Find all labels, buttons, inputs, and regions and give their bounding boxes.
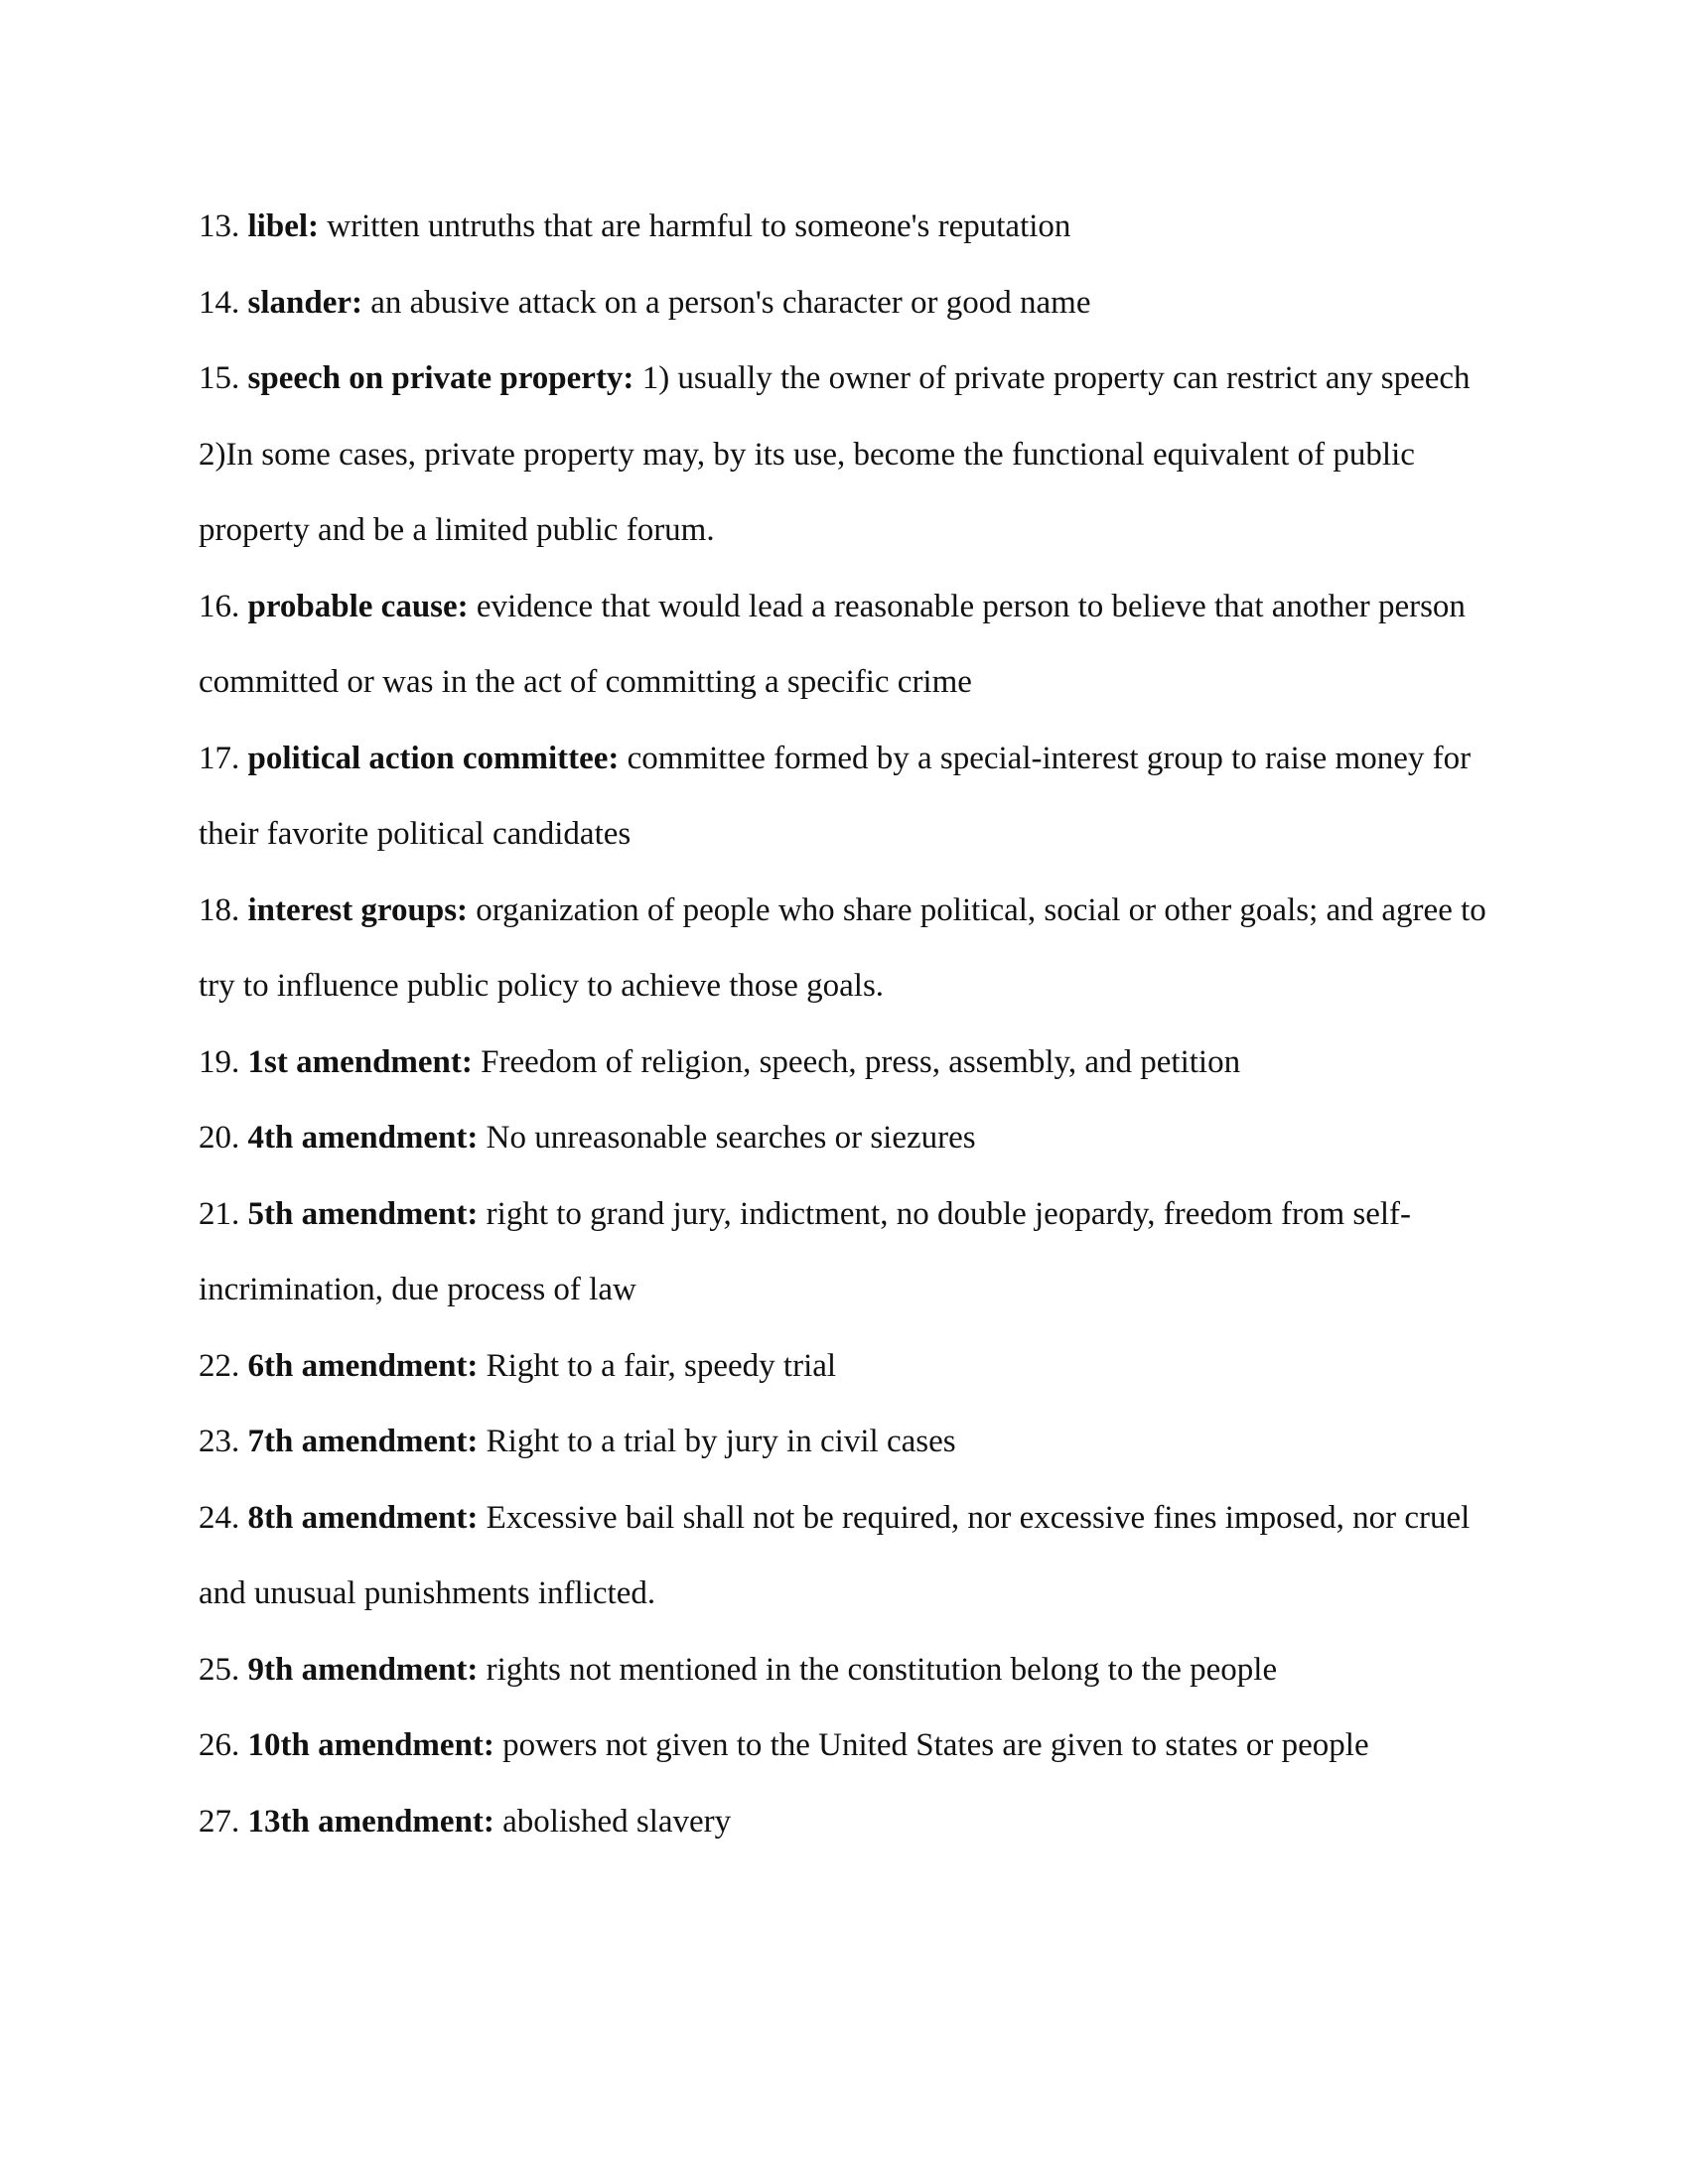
entry-number: 22. (199, 1347, 240, 1384)
entry-term: interest groups: (247, 891, 469, 928)
entry-interest-groups (199, 873, 1489, 1024)
entry-definition: Right to a fair, speedy trial (486, 1347, 837, 1384)
entry-libel (199, 189, 1489, 265)
entry-number: 24. (199, 1499, 240, 1536)
entry-number: 20. (199, 1120, 240, 1156)
entry-speech-on-private-property (199, 341, 1489, 569)
entry-term: 6th amendment: (247, 1347, 479, 1384)
entry-term: 4th amendment: (247, 1120, 479, 1156)
entry-probable-cause (199, 569, 1489, 721)
entry-7th-amendment (199, 1404, 1489, 1480)
entry-8th-amendment (199, 1480, 1489, 1632)
entry-term: political action committee: (247, 740, 620, 776)
entry-term: 8th amendment: (247, 1499, 479, 1536)
entry-definition: Excessive bail shall not be required, nor excessive fines imposed, nor cruel and unusual punishments inflicted. (199, 1499, 1471, 1611)
entry-definition: powers not given to the United States are given to states or people (502, 1727, 1369, 1763)
entry-13th-amendment (199, 1784, 1489, 1860)
entry-number: 25. (199, 1651, 240, 1688)
entry-term: slander: (247, 284, 362, 321)
entry-number: 14. (199, 284, 240, 321)
entry-number: 21. (199, 1195, 240, 1232)
entry-6th-amendment (199, 1328, 1489, 1405)
entry-number: 15. (199, 360, 240, 396)
entry-definition: an abusive attack on a person's character or good name (370, 284, 1091, 321)
entry-definition: rights not mentioned in the constitution belong to the people (486, 1651, 1278, 1688)
entry-term: 13th amendment: (247, 1803, 494, 1840)
entry-term: 10th amendment: (247, 1727, 494, 1763)
entry-definition: written untruths that are harmful to someone's reputation (327, 208, 1071, 244)
entry-definition: abolished slavery (502, 1803, 732, 1840)
entry-number: 19. (199, 1043, 240, 1080)
entry-term: libel: (247, 208, 319, 244)
entry-definition: right to grand jury, indictment, no double jeopardy, freedom from self-incrimination, due process of law (199, 1195, 1412, 1307)
vocabulary-list (199, 189, 1489, 1859)
entry-term: 1st amendment: (247, 1043, 473, 1080)
entry-term: 5th amendment: (247, 1195, 479, 1232)
entry-definition: Freedom of religion, speech, press, assembly, and petition (481, 1043, 1241, 1080)
entry-number: 13. (199, 208, 240, 244)
entry-term: probable cause: (247, 588, 469, 624)
entry-definition: evidence that would lead a reasonable person to believe that another person committed or was in the act of committing a specific crime (199, 588, 1466, 700)
entry-number: 26. (199, 1727, 240, 1763)
entry-1st-amendment (199, 1024, 1489, 1101)
entry-number: 23. (199, 1424, 240, 1459)
entry-number: 17. (199, 740, 240, 776)
entry-political-action-committee (199, 721, 1489, 873)
entry-10th-amendment (199, 1707, 1489, 1784)
entry-definition: 1) usually the owner of private property can restrict any speech 2)In some cases, private property may, by its use, become the functional equivalent of public property and be a limited public forum. (199, 360, 1471, 548)
entry-definition: organization of people who share political, social or other goals; and agree to try to influence public policy to achieve those goals. (199, 891, 1486, 1004)
entry-definition: Right to a trial by jury in civil cases (486, 1424, 956, 1459)
entry-number: 27. (199, 1803, 240, 1840)
entry-term: speech on private property: (247, 360, 634, 396)
entry-number: 18. (199, 891, 240, 928)
entry-term: 9th amendment: (247, 1651, 479, 1688)
entry-definition: No unreasonable searches or siezures (486, 1120, 976, 1156)
entry-slander (199, 265, 1489, 341)
entry-term: 7th amendment: (247, 1424, 479, 1459)
entry-5th-amendment (199, 1176, 1489, 1328)
entry-9th-amendment (199, 1632, 1489, 1708)
entry-number: 16. (199, 588, 240, 624)
entry-definition: committee formed by a special-interest group to raise money for their favorite political candidates (199, 740, 1472, 852)
entry-4th-amendment (199, 1100, 1489, 1176)
